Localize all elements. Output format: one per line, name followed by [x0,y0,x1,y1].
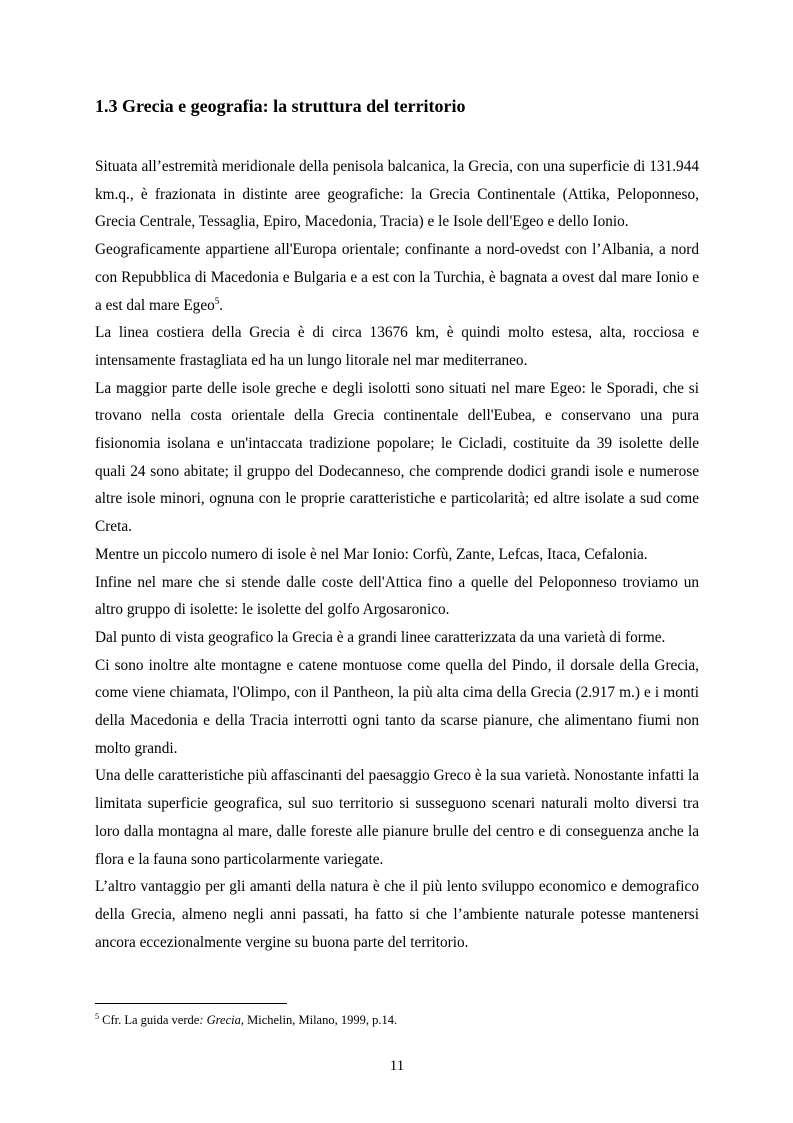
footnote-text: Cfr. La guida verde [102,1013,200,1027]
paragraph [95,236,699,319]
footnote-number: 5 [95,1012,99,1021]
page-number: 11 [389,1058,405,1074]
paragraph-text: Geograficamente appartiene all'Europa orientale; confinante a nord-ovedst con l’Albania, a nord con Repubblica di Macedonia e Bulgaria e a est con la Turchia, è bagnata a ovest dal mare Ionio e a est dal mare Egeo [95,241,699,314]
footnote-reference[interactable]: 5 [214,295,220,306]
paragraph: Situata all’estremità meridionale della penisola balcanica, la Grecia, con una superficie di 131.944 km.q., è frazionata in distinte aree geografiche: la Grecia Continentale (Attika, Peloponneso, Grecia Centrale, Tessaglia, Epiro, Macedonia, Tracia) e le Isole dell'Egeo e dello Ionio. [95,158,699,231]
paragraph: Mentre un piccolo numero di isole è nel Mar Ionio: Corfù, Zante, Lefcas, Itaca, Cefalonia. [95,545,648,563]
paragraph: L’altro vantaggio per gli amanti della natura è che il più lento sviluppo economico e demografico della Grecia, almeno negli anni passati, ha fatto si che l’ambiente naturale potesse mantenersi ancora eccezionalmente vergine su buona parte del territorio. [95,878,699,951]
body-text [95,153,699,956]
footnote-italic-title: : Grecia [199,1013,241,1027]
paragraph: Ci sono inoltre alte montagne e catene montuose come quella del Pindo, il dorsale della Grecia, come viene chiamata, l'Olimpo, con il Pantheon, la più alta cima della Grecia (2.917 m.) e i monti della Macedonia e della Tracia interrotti ogni tanto da scarse pianure, che alimentano fiumi non molto grandi. [95,656,699,757]
section-heading: 1.3 Grecia e geografia: la struttura del territorio [95,96,466,116]
paragraph: Infine nel mare che si stende dalle coste dell'Attica fino a quelle del Peloponneso troviamo un altro gruppo di isolette: le isolette del golfo Argosaronico. [95,573,699,619]
paragraph: Dal punto di vista geografico la Grecia è a grandi linee caratterizzata da una varietà di forme. [95,628,666,646]
footnote-divider [95,1003,287,1004]
paragraph: La linea costiera della Grecia è di circa 13676 km, è quindi molto estesa, alta, rocciosa e intensamente frastagliata ed ha un lungo litorale nel mar mediterraneo. [95,324,699,369]
footnote-citation: , Michelin, Milano, 1999, p.14. [240,1013,398,1027]
paragraph-text-end: . [219,296,224,314]
paragraph: Una delle caratteristiche più affascinanti del paesaggio Greco è la sua varietà. Nonostante infatti la limitata superficie geografica, sul suo territorio si susseguono scenari naturali molto diversi tra loro dalla montagna al mare, dalle foreste alle pianure brulle del centro e di conseguenza anche la flora e la fauna sono particolarmente variegate. [95,767,699,868]
footnote [95,1011,699,1029]
paragraph: La maggior parte delle isole greche e degli isolotti sono situati nel mare Egeo: le Sporadi, che si trovano nella costa orientale della Grecia continentale dell'Eubea, e conservano una pura fisionomia isolana e un'intaccata tradizione popolare; le Cicladi, costituite da 39 isolette delle quali 24 sono abitate; il gruppo del Dodecanneso, che comprende dodici grandi isole e numerose altre isole minori, ognuna con le proprie caratteristiche e particolarità; ed altre isolate a sud come Creta. [95,379,699,536]
